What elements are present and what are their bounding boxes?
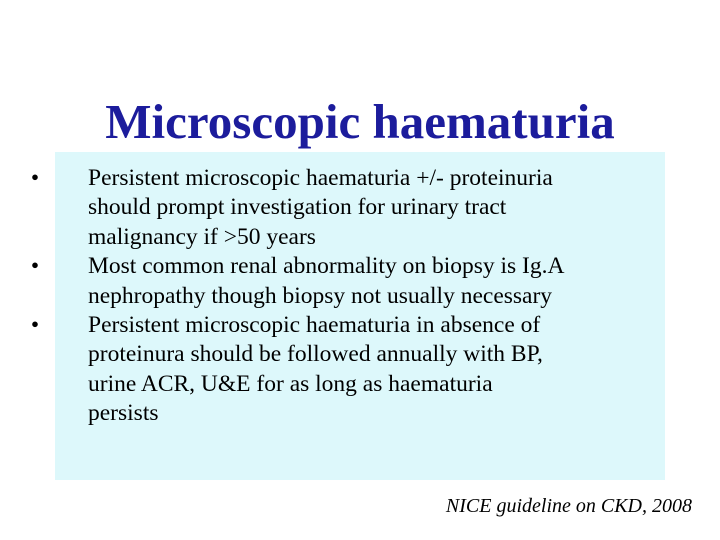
bullet-dot: • bbox=[30, 253, 40, 280]
bullet-line: urine ACR, U&E for as long as haematuria bbox=[88, 370, 493, 397]
bullet-dot: • bbox=[30, 312, 40, 339]
citation: NICE guideline on CKD, 2008 bbox=[445, 495, 692, 517]
slide-title: Microscopic haematuria bbox=[105, 93, 615, 149]
bullet-line: malignancy if >50 years bbox=[88, 223, 316, 250]
bullet-list bbox=[30, 164, 670, 429]
bullet-line: persists bbox=[88, 400, 159, 427]
bullet-dot: • bbox=[30, 165, 40, 191]
bullet-item bbox=[30, 252, 670, 311]
bullet-line: Most common renal abnormality on biopsy is Ig.A bbox=[88, 253, 565, 280]
bullet-line: proteinura should be followed annually with BP, bbox=[88, 341, 543, 368]
bullet-line: should prompt investigation for urinary tract bbox=[88, 194, 507, 221]
bullet-line: nephropathy though biopsy not usually necessary bbox=[88, 282, 553, 309]
bullet-item bbox=[30, 311, 670, 429]
bullet-item bbox=[30, 164, 670, 252]
bullet-line: Persistent microscopic haematuria +/- proteinuria bbox=[88, 165, 553, 191]
bullet-line: Persistent microscopic haematuria in absence of bbox=[88, 312, 541, 339]
